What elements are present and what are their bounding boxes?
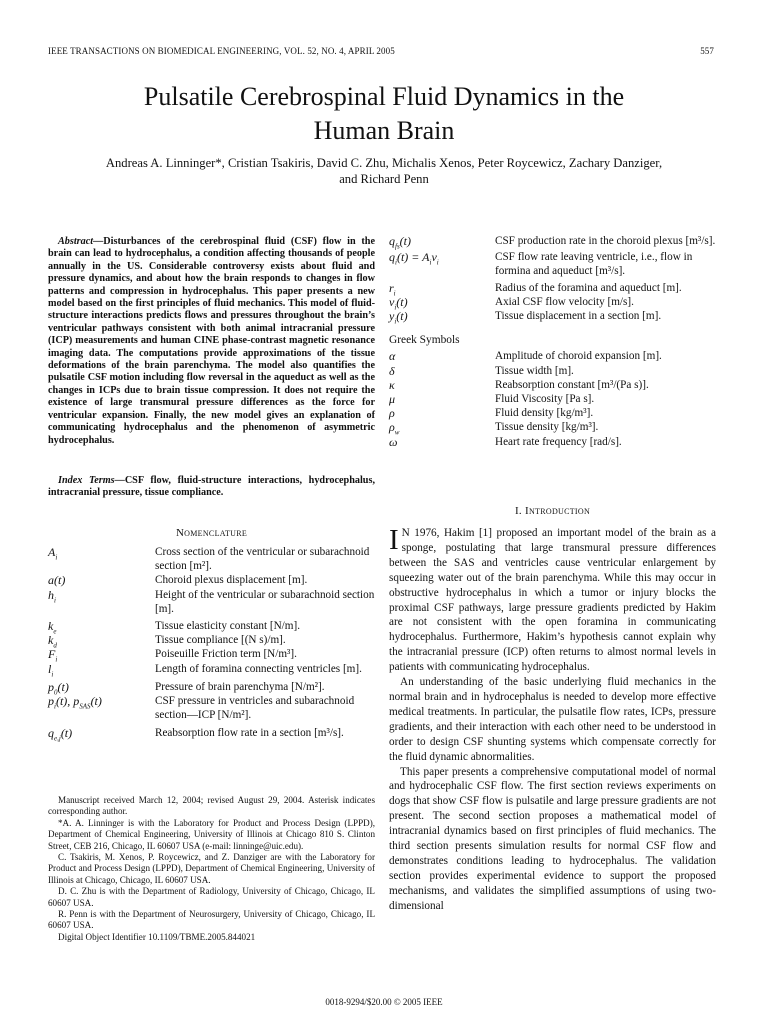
nomenclature-definition: Heart rate frequency [rad/s].: [495, 435, 622, 448]
nomenclature-row: [48, 545, 375, 573]
introduction-body: [389, 526, 716, 914]
footnote: C. Tsakiris, M. Xenos, P. Roycewicz, and Z. Danziger are with the Laboratory for Product and Process Design (LPPD), Department of Chemical Engineering, University of Illinois at Chicago, Chicago, IL 60607 USA.: [48, 852, 375, 885]
index-terms-label: Index Terms—: [58, 475, 125, 486]
nomenclature-symbol: ω: [389, 434, 398, 449]
index-terms-text: CSF flow, fluid-structure interactions, hydrocephalus, intracranial pressure, tissue compliance.: [48, 475, 375, 499]
nomenclature-symbol: δ: [389, 363, 395, 378]
nomenclature-symbol: $q_{e,j}(t)$: [48, 726, 73, 743]
page-number: 557: [700, 46, 714, 56]
title-line-1: Pulsatile Cerebrospinal Fluid Dynamics in the: [143, 82, 625, 111]
nomenclature-row: [389, 250, 716, 278]
nomenclature-row: [48, 633, 375, 650]
nomenclature-row: [389, 406, 716, 420]
nomenclature-continued: [389, 234, 716, 449]
nomenclature-symbol: $p_0(t)$: [48, 679, 69, 697]
nomenclature-definition: Choroid plexus displacement [m].: [155, 574, 308, 587]
nomenclature-row: [48, 726, 375, 743]
footnote: Manuscript received March 12, 2004; revised August 29, 2004. Asterisk indicates corresponding author.: [48, 795, 375, 817]
nomenclature-definition: Tissue density [kg/m³].: [495, 421, 599, 434]
nomenclature-row: [389, 435, 716, 449]
nomenclature-row: [389, 309, 716, 326]
nomenclature-definition: Amplitude of choroid expansion [m].: [495, 350, 662, 363]
title-line-2: Human Brain: [313, 116, 455, 145]
nomenclature-symbol: $k_e$: [48, 619, 57, 636]
nomenclature-row: [389, 281, 716, 295]
nomenclature-symbol: a(t): [48, 573, 66, 588]
nomenclature-definition: Fluid Viscosity [Pa s].: [495, 393, 595, 406]
nomenclature-row: [48, 573, 375, 587]
nomenclature-definition: Cross section of the ventricular or subarachnoid section [m²].: [155, 546, 370, 573]
nomenclature-definition: Tissue elasticity constant [N/m].: [155, 620, 301, 633]
nomenclature-definition: Length of foramina connecting ventricles [m].: [155, 662, 362, 675]
copyright-footer: 0018-9294/$20.00 © 2005 IEEE: [325, 997, 443, 1007]
nomenclature-definition: Poiseuille Friction term [N/m³].: [155, 648, 297, 661]
journal-citation: IEEE TRANSACTIONS ON BIOMEDICAL ENGINEERING, VOL. 52, NO. 4, APRIL 2005: [48, 46, 395, 56]
nomenclature-table: [48, 545, 375, 741]
nomenclature-definition: Tissue displacement in a section [m].: [495, 310, 662, 323]
nomenclature-definition: Reabsorption constant [m³/(Pa s)].: [495, 378, 649, 391]
nomenclature-symbol: μ: [389, 392, 396, 407]
intro-paragraph-1-text: N 1976, Hakim [1] proposed an important model of the brain as a sponge, postulating that large transmural pressure differences between the SAS and ventricles cause ventricular enlargement by squeezing water out of the brain parenchyma. While this may occur in obstructive hydrocephalus in which a tumor or injury blocks the proximal CSF pathways, large pressure gradients predicted by Hakim are not consistent with the open foramina in communicating hydrocephalus. Furthermore, Hakim’s hypothesis cannot explain why the intracranial pressure (ICP) often returns to almost normal levels in patients with communicating hydrocephalus.: [389, 527, 716, 674]
index-terms: [48, 475, 375, 500]
running-header: [48, 46, 714, 56]
nomenclature-definition: Axial CSF flow velocity [m/s].: [495, 295, 634, 308]
abstract-label: Abstract—: [58, 236, 104, 247]
introduction-heading: I. Introduction: [514, 505, 591, 517]
nomenclature-definition: Fluid density [kg/m³].: [495, 407, 594, 420]
paper-title: [40, 80, 728, 148]
nomenclature-row: [48, 661, 375, 679]
nomenclature-definition: Tissue compliance [(N s)/m].: [155, 634, 286, 647]
footnotes: [48, 795, 375, 943]
nomenclature-definition: CSF production rate in the choroid plexus [m³/s].: [495, 235, 716, 247]
nomenclature-definition: Height of the ventricular or subarachnoid section [m].: [155, 588, 375, 615]
nomenclature-row: [389, 420, 716, 437]
nomenclature-row: [48, 647, 375, 664]
abstract: [48, 236, 375, 447]
footnote: R. Penn is with the Department of Neurosurgery, University of Chicago, Chicago, IL 60607 USA.: [48, 909, 375, 931]
nomenclature-symbol: $l_i$: [48, 661, 54, 679]
drop-cap: I: [389, 524, 399, 556]
nomenclature-row: [389, 378, 716, 392]
abstract-text: Disturbances of the cerebrospinal fluid (CSF) flow in the brain can lead to hydrocephalus, a condition affecting thousands of people annually in the US. Considerable controversy exists about fluid and pressure dynamics, and about how the brain responds to changes in flow patterns and compression in hydrocephalus. This paper presents a new model based on the first principles of fluid mechanics. This model of fluid-structure interactions predicts flows and pressures throughout the brain’s ventricular pathways consistent with both animal intracranial pressure (ICP) measurements and human CINE phase-contrast magnetic resonance imaging data. The computations provide approximations of the tissue deformations of the brain parenchyma. The model also quantifies the pulsatile CSF motion including flow reversal in the aqueduct as well as the changes in ICPs due to brain tissue compression. It does not require the existence of large transmural pressure differences as the force for ventricular expansion. Finally, the new model gives an explanation of communicating hydrocephalus and the phenomenon of asymmetric hydrocephalus.: [48, 236, 375, 446]
intro-paragraph-3: This paper presents a comprehensive computational model of normal and hydrocephalic CSF flow. The first section reviews experiments on dogs that show CSF flow is pulsatile and large pressure gradients are not present. The second section proposes a mathematical model of intracranial dynamics based on first principles of fluid mechanics. The third section presents simulation results for normal CSF flow and demonstrates conditions leading to hydrocephalus. The validation section provides experimental evidence to support the proposed mechanisms, and validates the simplified assumptions of using two-dimensional: [389, 765, 716, 912]
nomenclature-symbol: $p_i(t)$, $p_{SAS}(t)$: [48, 694, 102, 711]
nomenclature-row: [389, 364, 716, 378]
nomenclature-symbol: ρ: [389, 406, 395, 421]
nomenclature-row: [389, 349, 716, 363]
footnote: D. C. Zhu is with the Department of Radiology, University of Chicago, Chicago, IL 60607 USA.: [48, 886, 375, 908]
nomenclature-row: [389, 392, 716, 406]
nomenclature-row: [48, 679, 375, 697]
intro-paragraph-2: An understanding of the basic underlying fluid mechanics in the normal brain and in hydrocephalus is needed to develop more effective medical treatments. In particular, the pulsatile flow rates, ICPs, pressure gradients, and their interaction with each other need to be understood in order to design CSF shunting systems which compensate correctly for the fluid dynamic abnormalities.: [389, 676, 716, 763]
author-list: [40, 155, 728, 187]
nomenclature-symbol: α: [389, 349, 396, 364]
nomenclature-row: [389, 294, 716, 312]
nomenclature-symbol: $F_i$: [48, 647, 58, 664]
nomenclature-symbol: $h_i$: [48, 587, 56, 604]
nomenclature-definition: Reabsorption flow rate in a section [m³/s].: [155, 727, 344, 740]
authors-line-2: and Richard Penn: [339, 172, 429, 186]
nomenclature-symbol: $y_i(t)$: [389, 309, 408, 326]
authors-line-1: Andreas A. Linninger*, Cristian Tsakiris, David C. Zhu, Michalis Xenos, Peter Roycewicz, Zachary Danziger,: [105, 156, 663, 170]
nomenclature-definition: Radius of the foramina and aqueduct [m].: [495, 281, 682, 294]
nomenclature-row: [48, 619, 375, 636]
nomenclature-definition: Pressure of brain parenchyma [N/m²].: [155, 680, 325, 693]
nomenclature-symbol: $k_d$: [48, 633, 57, 650]
nomenclature-definition: CSF flow rate leaving ventricle, i.e., flow in formina and aqueduct [m³/s].: [495, 251, 693, 278]
nomenclature-symbol: $A_i$: [48, 545, 58, 562]
nomenclature-definition: CSF pressure in ventricles and subarachnoid section—ICP [N/m²].: [155, 695, 355, 722]
intro-paragraph-1: [389, 526, 716, 675]
footnote: Digital Object Identifier 10.1109/TBME.2005.844021: [58, 931, 256, 942]
nomenclature-symbol: $r_i$: [389, 280, 396, 297]
nomenclature-row: [48, 588, 375, 616]
nomenclature-row: [48, 694, 375, 722]
nomenclature-definition: Tissue width [m].: [495, 364, 574, 377]
nomenclature-symbol: $v_i(t)$: [389, 294, 408, 312]
nomenclature-symbol: $\rho_w$: [389, 420, 400, 437]
nomenclature-symbol: $q_{fs}(t)$: [389, 234, 411, 251]
nomenclature-symbol: $q_i(t) = A_iv_i$: [389, 250, 439, 267]
greek-symbols-heading: Greek Symbols: [389, 334, 460, 347]
nomenclature-heading: Nomenclature: [175, 527, 248, 539]
footnote: *A. A. Linninger is with the Laboratory for Product and Process Design (LPPD), Department of Chemical Engineering, University of Illinois at Chicago 810 S. Clinton Street, CEB 216, Chicago, IL 60607 USA (e-mail: linninge@uic.edu).: [48, 817, 375, 851]
nomenclature-symbol: κ: [389, 377, 395, 392]
nomenclature-row: [389, 234, 716, 251]
